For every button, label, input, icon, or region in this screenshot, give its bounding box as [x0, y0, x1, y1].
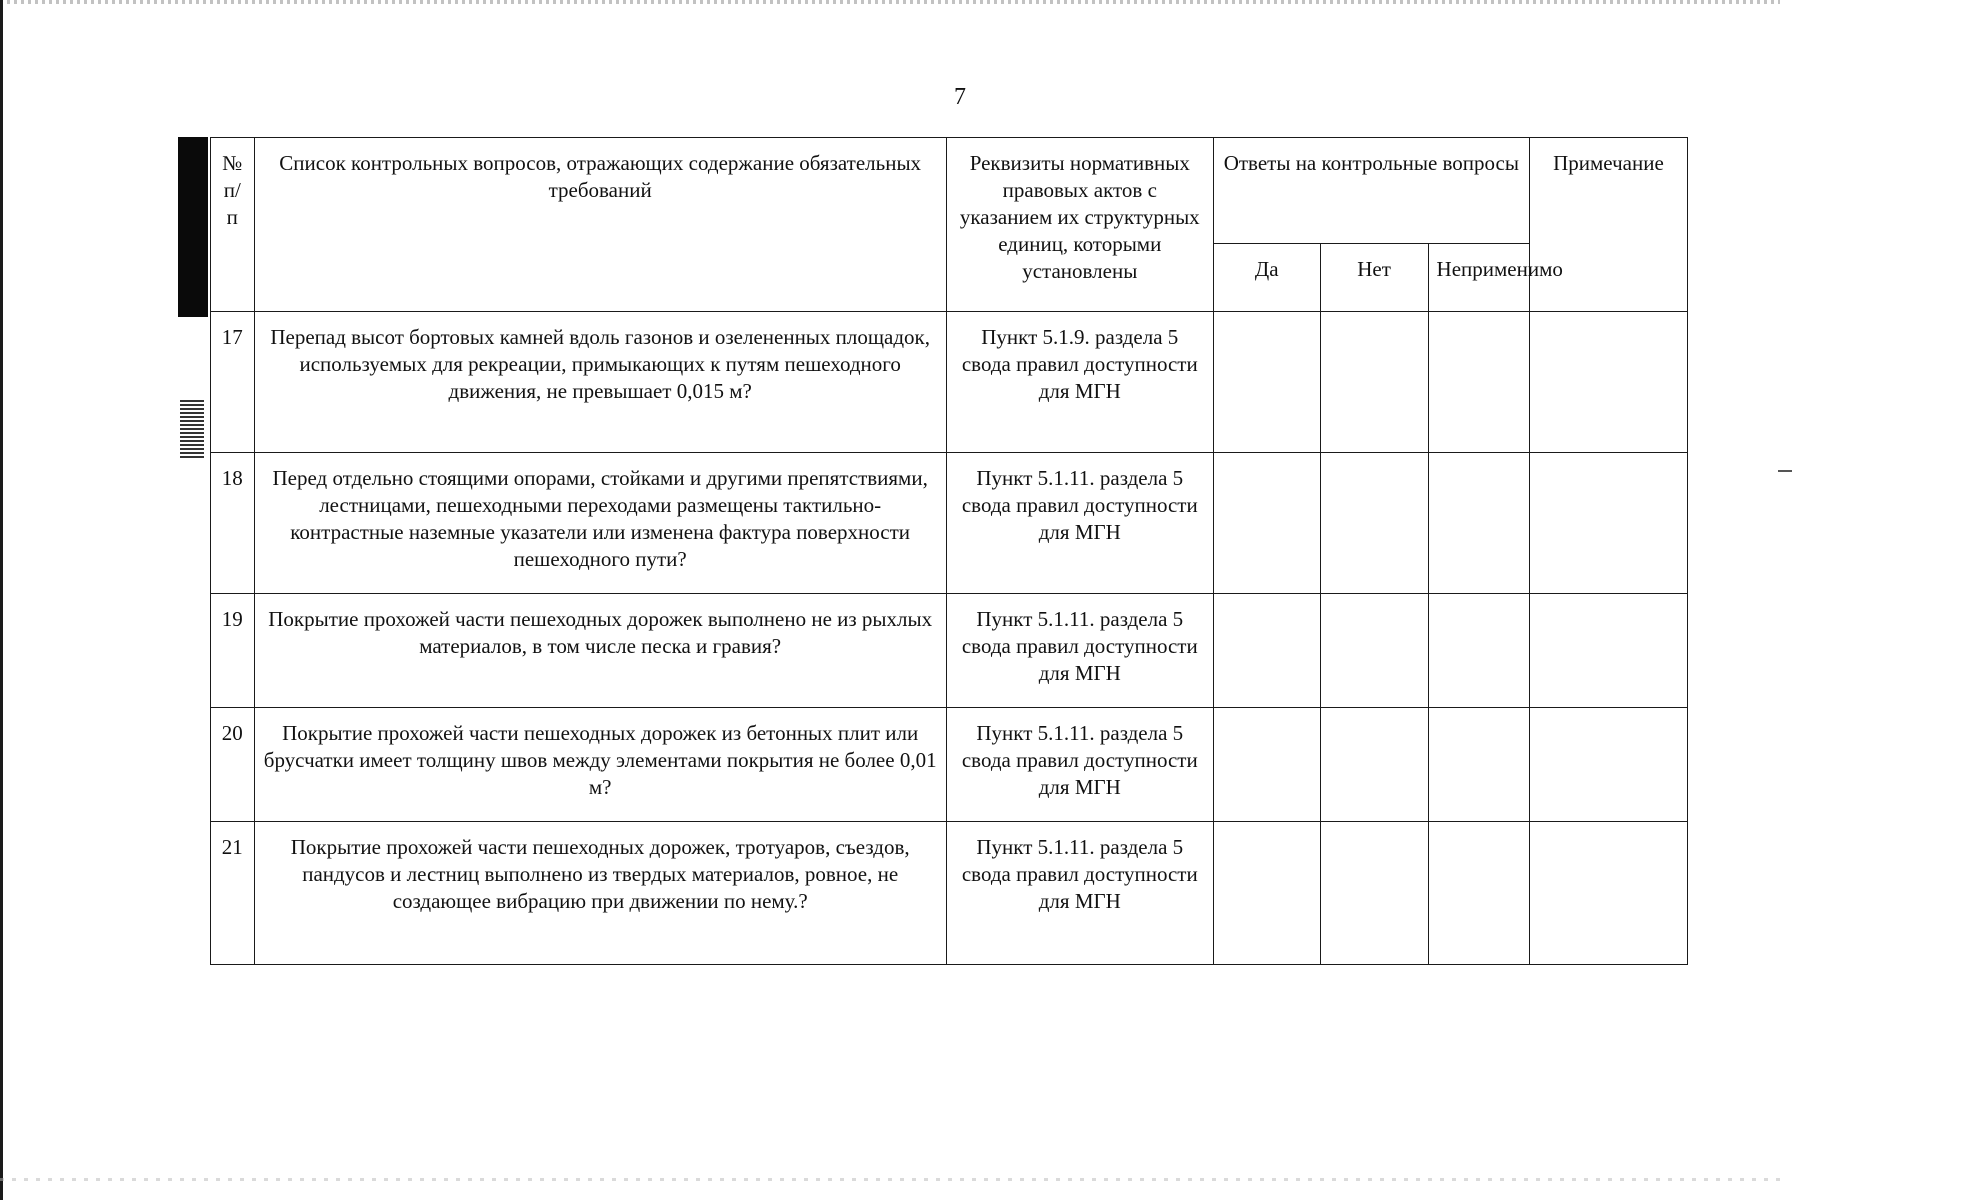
scan-edge-left	[0, 0, 3, 1200]
checklist-table	[210, 137, 1688, 965]
row-number: 21	[211, 822, 255, 965]
answer-no-cell[interactable]	[1320, 312, 1428, 453]
answer-na-cell[interactable]	[1428, 312, 1529, 453]
answer-na-cell[interactable]	[1428, 453, 1529, 594]
note-cell[interactable]	[1529, 822, 1687, 965]
row-reference: Пункт 5.1.11. раздела 5 свода правил доступности для МГН	[946, 822, 1213, 965]
header-row	[211, 138, 1688, 244]
row-reference: Пункт 5.1.11. раздела 5 свода правил доступности для МГН	[946, 708, 1213, 822]
note-cell[interactable]	[1529, 312, 1687, 453]
scan-edge-bottom	[0, 1178, 1780, 1181]
row-question: Перед отдельно стоящими опорами, стойками и другими препятствиями, лестницами, пешеходными переходами размещены тактильно-контрастные наземные указатели или изменена фактура поверхности пешеходного пути?	[254, 453, 946, 594]
note-cell[interactable]	[1529, 453, 1687, 594]
answer-na-cell[interactable]	[1428, 594, 1529, 708]
binder-mark	[178, 137, 208, 317]
row-question: Покрытие прохожей части пешеходных дорожек выполнено не из рыхлых материалов, в том числе песка и гравия?	[254, 594, 946, 708]
answer-yes-cell[interactable]	[1213, 822, 1320, 965]
binder-mark-lower	[180, 400, 204, 460]
answer-no-cell[interactable]	[1320, 708, 1428, 822]
table-row	[211, 708, 1688, 822]
row-question: Перепад высот бортовых камней вдоль газонов и озелененных площадок, используемых для рекреации, примыкающих к путям пешеходного движения, не превышает 0,015 м?	[254, 312, 946, 453]
scan-edge-top	[0, 0, 1780, 4]
header-answer-yes: Да	[1213, 244, 1320, 312]
row-number: 19	[211, 594, 255, 708]
note-cell[interactable]	[1529, 708, 1687, 822]
page-number: 7	[954, 84, 966, 110]
header-answer-na: Неприменимо	[1428, 244, 1529, 312]
row-reference: Пункт 5.1.11. раздела 5 свода правил доступности для МГН	[946, 453, 1213, 594]
header-answer-no: Нет	[1320, 244, 1428, 312]
header-references	[946, 138, 1213, 312]
row-question: Покрытие прохожей части пешеходных дорожек из бетонных плит или брусчатки имеет толщину швов между элементами покрытия не более 0,01 м?	[254, 708, 946, 822]
answer-yes-cell[interactable]	[1213, 594, 1320, 708]
answer-no-cell[interactable]	[1320, 594, 1428, 708]
row-reference: Пункт 5.1.9. раздела 5 свода правил доступности для МГН	[946, 312, 1213, 453]
answer-na-cell[interactable]	[1428, 708, 1529, 822]
answer-yes-cell[interactable]	[1213, 708, 1320, 822]
table-row	[211, 312, 1688, 453]
answer-yes-cell[interactable]	[1213, 312, 1320, 453]
margin-dash	[1778, 470, 1792, 472]
header-number: № п/п	[211, 138, 255, 312]
table-row	[211, 453, 1688, 594]
row-question: Покрытие прохожей части пешеходных дорожек, тротуаров, съездов, пандусов и лестниц выполнено из твердых материалов, ровное, не создающее вибрацию при движении по нему.?	[254, 822, 946, 965]
answer-yes-cell[interactable]	[1213, 453, 1320, 594]
row-number: 18	[211, 453, 255, 594]
table-row	[211, 822, 1688, 965]
header-questions: Список контрольных вопросов, отражающих содержание обязательных требований	[254, 138, 946, 312]
row-reference: Пункт 5.1.11. раздела 5 свода правил доступности для МГН	[946, 594, 1213, 708]
row-number: 17	[211, 312, 255, 453]
table-row	[211, 594, 1688, 708]
answer-no-cell[interactable]	[1320, 453, 1428, 594]
answer-no-cell[interactable]	[1320, 822, 1428, 965]
header-note: Примечание	[1529, 138, 1687, 312]
header-references-text: Реквизиты нормативных правовых актов с указанием их структурных единиц, которыми установлены	[959, 151, 1200, 283]
row-number: 20	[211, 708, 255, 822]
answer-na-cell[interactable]	[1428, 822, 1529, 965]
header-answers-group: Ответы на контрольные вопросы	[1213, 138, 1529, 244]
note-cell[interactable]	[1529, 594, 1687, 708]
